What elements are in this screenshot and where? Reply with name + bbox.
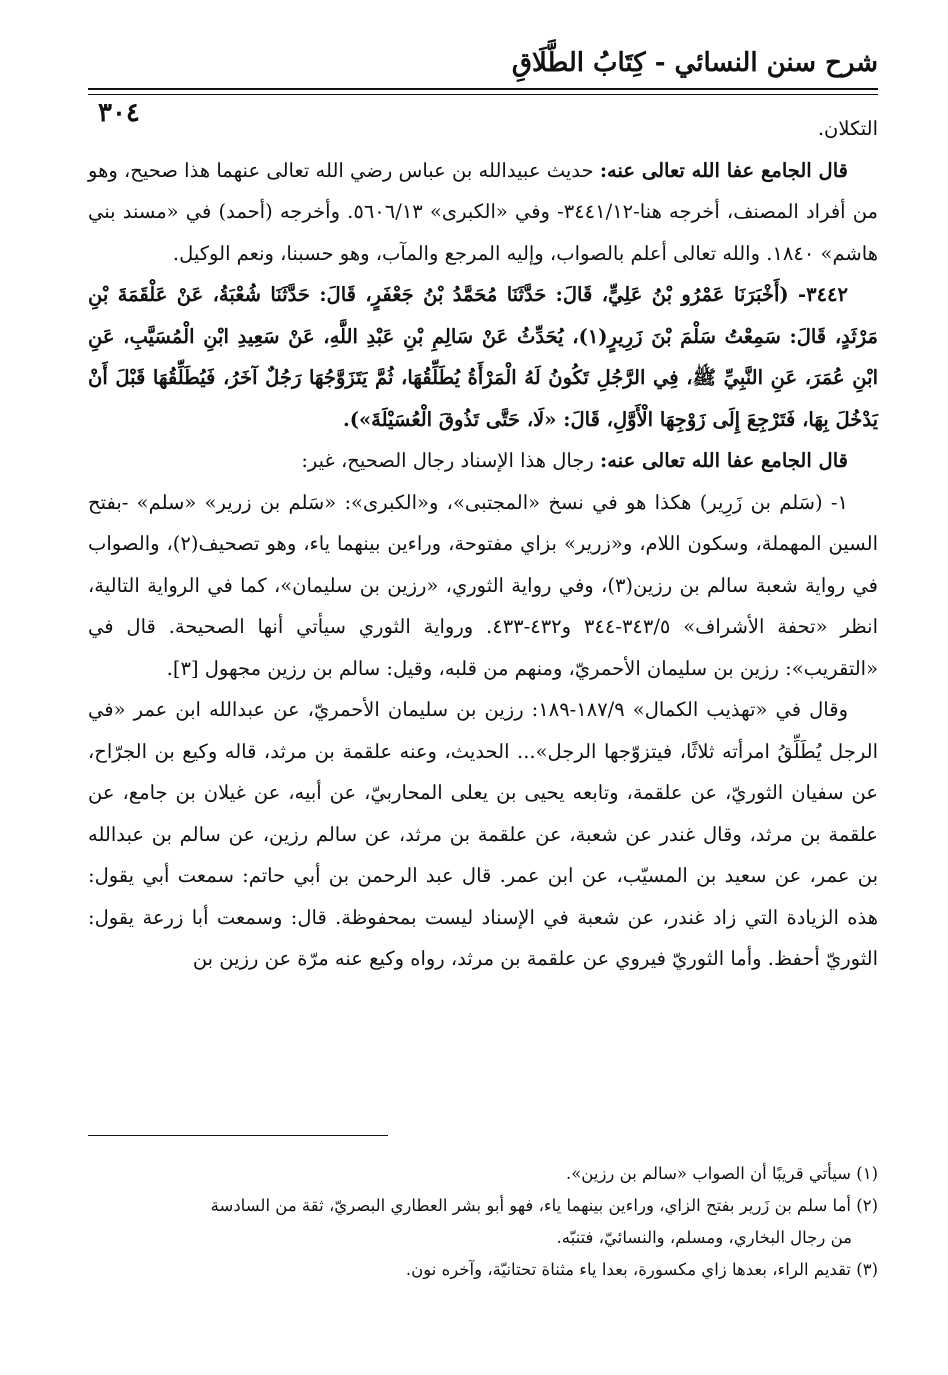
hadith-text: ٣٤٤٢- (أَخْبَرَنَا عَمْرُو بْنُ عَلِيٍّ، قَالَ: حَدَّثَنَا مُحَمَّدُ بْنُ جَعْفَرٍ، قَالَ: حَدَّثَنَا شُعْبَةُ، عَنْ عَلْقَمَةَ بْنِ مَرْثَدٍ، قَالَ: سَمِعْتُ سَلْمَ بْنَ زَرِيرٍ(١)، يُحَدِّثُ عَنْ سَالِمِ بْنِ عَبْدِ اللَّهِ، عَنْ سَعِيدِ ابْنِ الْمُسَيَّبِ، عَنِ ابْنِ عُمَرَ، عَنِ النَّبِيِّ ﷺ، فِي الرَّجُلِ تَكُونُ لَهُ الْمَرْأَةُ يُطَلِّقُهَا، ثُمَّ يَتَزَوَّجُهَا رَجُلٌ آخَرُ، فَيُطَلِّقُهَا قَبْلَ أَنْ يَدْخُلَ بِهَا، فَتَرْجِعَ إِلَى زَوْجِهَا الْأَوَّلِ، قَالَ: «لَا، حَتَّى تَذُوقَ الْعُسَيْلَةَ»). bbox=[88, 283, 878, 431]
running-header bbox=[88, 40, 878, 128]
paragraph-continuation: التكلان. bbox=[817, 117, 878, 140]
commentary-lead: قال الجامع عفا الله تعالى عنه: bbox=[600, 449, 848, 472]
commentary-lead: قال الجامع عفا الله تعالى عنه: bbox=[599, 158, 848, 182]
main-text bbox=[88, 108, 878, 980]
commentary-text: رجال هذا الإسناد رجال الصحيح، غير: bbox=[301, 449, 601, 472]
footnote-3: (٣) تقديم الراء، بعدها زاي مكسورة، بعدا ياء مثناة تحتانيّة، وآخره نون. bbox=[405, 1260, 878, 1279]
header-rule bbox=[88, 88, 878, 90]
paragraph-tahdhib-quote: وقال في «تهذيب الكمال» ١٨٧/٩-١٨٩: رزين بن سليمان الأحمريّ، عن عبدالله ابن عمر «في الرجل يُطَلِّقُ امرأته ثلاثًا، فيتزوّجها الرجل»... الحديث، وعنه علقمة بن مرثد، قاله وكيع بن الجرّاح، عن سفيان الثوريّ، عن علقمة، وتابعه يحيى بن يعلى المحاربيّ، عن أبيه، عن غيلان بن جامع، عن علقمة بن مرثد، وقال غندر عن شعبة، عن علقمة بن مرثد، عن سالم رزين، عن سالم بن عبدالله بن عمر، عن سعيد بن المسيّب، عن ابن عمر. قال عبد الرحمن بن أبي حاتم: سمعت أبي يقول: هذه الزيادة التي زاد غندر، عن شعبة في الإسناد ليست بمحفوظة. قال: وسمعت أبا زرعة يقول: الثوريّ أحفظ. وأما الثوريّ فيروي عن علقمة بن مرثد، رواه وكيع عنه مرّة عن رزين بن bbox=[88, 698, 878, 970]
header-title: شرح سنن النسائي - كِتَابُ الطَّلَاقِ bbox=[511, 48, 878, 78]
paragraph-commentary-1 bbox=[88, 150, 878, 275]
paragraph-narrator-note: ١- (سَلم بن زَرِير) هكذا هو في نسخ «المجتبى»، و«الكبرى»: «سَلم بن زرير» «سلم» -بفتح السين المهملة، وسكون اللام، و«زرير» بزاي مفتوحة، وراءين بينهما ياء، وهو تصحيف(٢)، والصواب في رواية شعبة سالم بن رزين(٣)، وفي رواية الثوري، «رزين بن سليمان»، كما في الرواية التالية، انظر «تحفة الأشراف» ٣٤٣/٥-٣٤٤ و٤٣٢-٤٣٣. ورواية الثوري سيأتي أنها الصحيحة. قال في «التقريب»: رزين بن سليمان الأحمريّ، ومنهم من قلبه، وقيل: سالم بن رزين مجهول [٣]. bbox=[88, 490, 879, 680]
footnote-2: (٢) أما سلم بن زَرير بفتح الزاي، وراءين بينهما ياء، فهو أبو بشر العطاري البصريّ، ثقة من السادسة bbox=[210, 1196, 878, 1215]
page-number: ٣٠٤ bbox=[88, 98, 150, 128]
footnote-1: (١) سيأتي قريبًا أن الصواب «سالم بن رزين». bbox=[565, 1164, 878, 1183]
book-page bbox=[88, 40, 878, 1350]
footnotes bbox=[88, 1158, 878, 1286]
footnote-separator bbox=[88, 1135, 388, 1136]
footnote-2-continuation: من رجال البخاري، ومسلم، والنسائيّ، فتنبّه. bbox=[556, 1228, 852, 1247]
commentary-text: حديث عبيدالله بن عباس رضي الله تعالى عنهما هذا صحيح، وهو من أفراد المصنف، أخرجه هنا-٣٤٤١/١٢- وفي «الكبرى» ٥٦٠٦/١٣. وأخرجه (أحمد) في «مسند بني هاشم» ١٨٤٠. والله تعالى أعلم بالصواب، وإليه المرجع والمآب، وهو حسبنا، ونعم الوكيل. bbox=[88, 158, 879, 265]
paragraph-commentary-2 bbox=[88, 440, 878, 482]
header-rule-thin bbox=[88, 94, 878, 95]
